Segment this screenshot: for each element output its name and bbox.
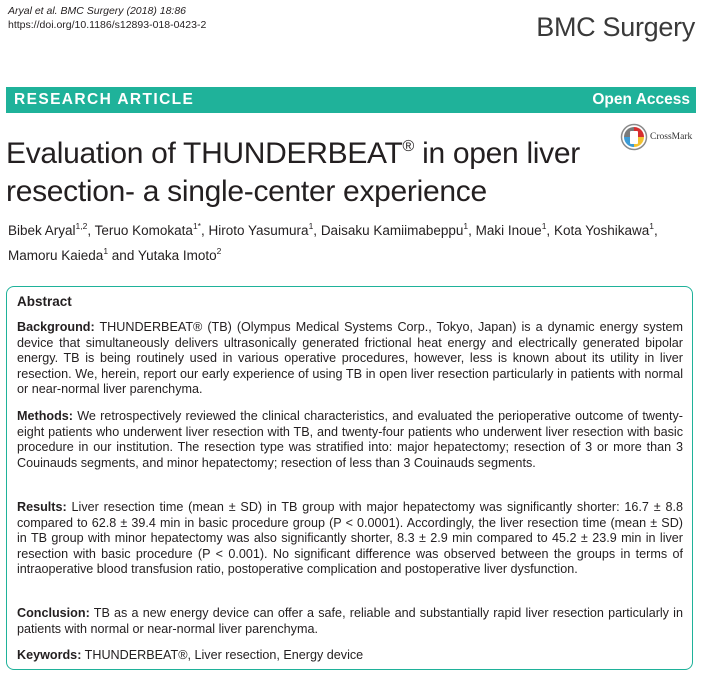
author-affiliation: 1* [192,221,201,231]
methods-label: Methods: [17,409,73,423]
author-affiliation: 1 [649,221,654,231]
author-affiliation: 2 [216,246,222,256]
title-part2: in open liver resection- a single-center experience [6,137,580,208]
article-type-banner [6,87,696,113]
journal-name: BMC Surgery [536,12,695,42]
author-name[interactable]: Hiroto Yasumura [208,223,309,238]
conclusion-label: Conclusion: [17,606,90,620]
abstract-heading: Abstract [17,294,72,309]
author-name[interactable]: Kota Yoshikawa [553,223,650,238]
author-affiliation: 1 [463,221,469,231]
results-text: Liver resection time (mean ± SD) in TB group with major hepatectomy was significantly shorter: 16.7 ± 8.8 compared to 62.8 ± 39.4 min in basic procedure group (P < 0.0001). Accordingly, the liver resection time (mean ± SD) in TB group with minor hepatectomy was also significantly shorter, 8.3 ± 2.9 min compared to 45.2 ± 23.9 min in liver resection with basic procedure (P < 0.001). No significant difference was observed between the groups in terms of intraoperative blood transfusion ratio, postoperative complication and postoperative liver dysfunction. [17,500,683,577]
author-affiliation: 1 [103,246,109,256]
author-name[interactable]: Yutaka Imoto [137,248,217,263]
methods-paragraph [17,409,683,471]
author-affiliation: 1,2 [75,221,88,231]
keywords-text: THUNDERBEAT®, Liver resection, Energy device [84,648,364,662]
article-title [6,128,606,211]
conclusion-paragraph [17,606,683,637]
crossmark-label: CrossMark [650,132,693,142]
crossmark-icon [620,122,648,152]
doi-link[interactable]: https://doi.org/10.1186/s12893-018-0423-2 [8,19,207,31]
author-name[interactable]: Mamoru Kaieda [8,248,104,263]
author-affiliation: 1 [541,221,547,231]
author-name[interactable]: Maki Inoue [475,223,542,238]
author-affiliation: 1 [308,221,314,231]
background-text: THUNDERBEAT® (TB) (Olympus Medical Systems Corp., Tokyo, Japan) is a dynamic energy system device that simultaneously delivers ultrasonically generated frictional heat energy and electrically generated bipolar energy. TB is being routinely used in various operative procedures, however, less is known about its utility in liver resection. We, herein, report our early experience of using TB in open liver resection particularly in patients with normal or near-normal liver parenchyma. [17,320,684,397]
keywords-label: Keywords: [17,648,82,662]
results-label: Results: [17,500,67,514]
citation-header [8,4,206,32]
keywords-paragraph [17,648,683,664]
citation-journal-info: BMC Surgery (2018) 18:86 [60,5,187,17]
background-label: Background: [17,320,95,334]
title-part1: Evaluation of THUNDERBEAT [6,137,403,170]
author-name[interactable]: Daisaku Kamiimabeppu [320,223,464,238]
abstract-box [6,286,693,670]
results-paragraph [17,500,683,578]
title-registered-mark: ® [402,138,415,155]
author-list: Bibek Aryal$^{1,2}$, Teruo Komokata$^{1*}$, Hiroto Yasumura$^1$, Daisaku Kamiimabeppu$^1$, Maki Inoue$^1$, Kota Yoshikawa$^1$, Mamoru Kaieda$^1$ and Yutaka Imoto$^2$ [8,221,658,263]
conclusion-text: TB as a new energy device can offer a safe, reliable and substantially rapid liver resection particularly in patients with normal or near-normal liver parenchyma. [17,606,683,636]
article-type-label: RESEARCH ARTICLE [14,91,195,108]
citation-authors: Aryal et al. [8,5,58,17]
open-access-label: Open Access [592,91,690,108]
background-paragraph [17,320,683,398]
author-name[interactable]: Teruo Komokata [94,223,193,238]
author-name[interactable]: Bibek Aryal [8,223,76,238]
methods-text: We retrospectively reviewed the clinical characteristics, and evaluated the perioperative outcome of twenty-eight patients who underwent liver resection with TB, and twenty-four patients who underwent liver resection with basic procedure in our institution. The resection type was stratified into: major hepatectomy; resection of 3 or more than 3 Couinauds segments, and minor hepatectomy; resection of less than 3 Couinauds segments. [17,409,683,470]
crossmark-badge[interactable] [620,122,692,152]
